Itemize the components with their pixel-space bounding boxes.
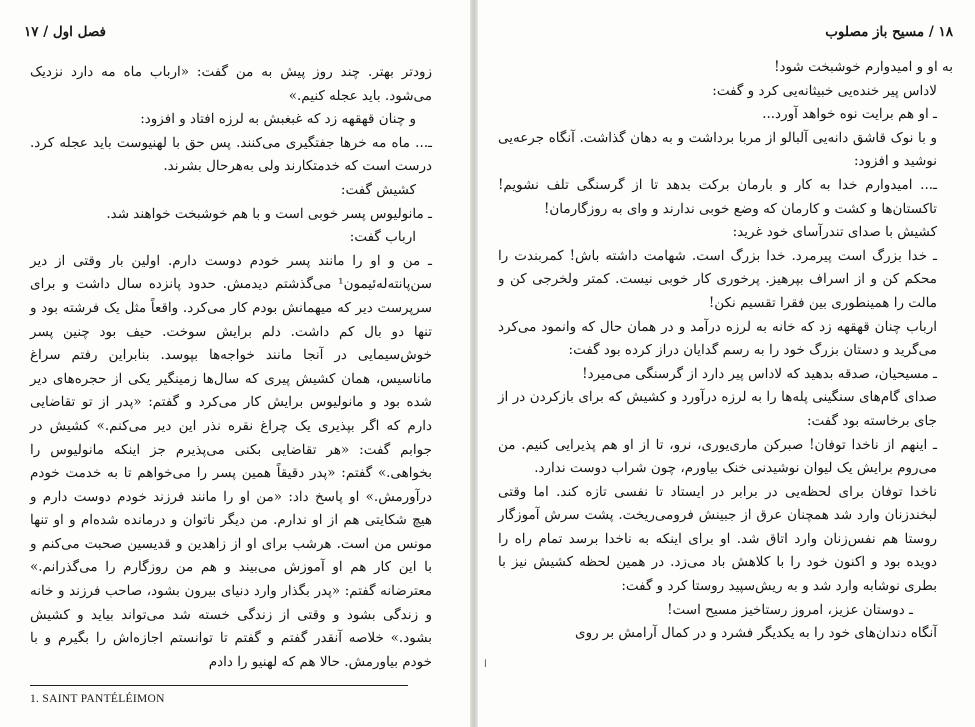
right-page [478,0,975,727]
paragraph: کشیش گفت: [340,181,416,198]
paragraph: آنگاه دندان‌های خود را به یکدیگر فشرد و در کمال آرامش بر روی [575,625,937,642]
paragraph: به او و امیدوارم خوشبخت شود! [774,59,953,75]
paragraph: ـ خدا بزرگ است پیرمرد. خدا بزرگ است. شهامت داشته باش! کمربندت را محکم کن و از اسراف بپرهیز. پرخوری کار خوبی نیست. کمتر ولخرجی کن و مالت را همینطوری بین فقرا تقسیم نکن! [498,247,937,311]
paragraph: ناخدا توفان برای لحظه‌یی در برابر در ایستاد تا نفسی تازه کند. اما وقتی لبخندزنان وارد شد همچنان عرق از جبینش فرومی‌ریخت. پشت سرش آموزگار روستا هم نفس‌زنان وارد اتاق شد. او برای اینکه به ناخدا برسد تمام راه را دویده بود و اکنون خود را با کلاهش باد می‌زد. در همین لحظه کشیش نیز با بطری نوشابه وارد شد و به ریش‌سپید روستا کرد و گفت: [498,483,937,595]
paragraph: ارباب چنان قهقهه زد که خانه به لرزه درآمد و در همان حال که وانمود می‌کرد می‌گرید و دستان بزرگ خود را به رسم گدایان دراز کرده بود گفت: [498,318,937,359]
paragraph: ارباب گفت: [349,229,416,246]
paragraph: ـ دوستان عزیز، امروز رستاخیز مسیح است! [667,601,913,618]
footnote: 1. SAINT PANTÉLÉIMON [30,693,165,705]
footnote-rule [30,685,408,686]
paragraph: و چنان قهقهه زد که غبغبش به لرزه افتاد و افزود: [140,111,416,128]
book-spine [470,0,478,727]
paragraph: صدای گام‌های سنگینی پله‌ها را به لرزه درآورد و کشیش که برای بازکردن در از جای برخاسته بود گفت: [498,389,937,429]
paragraph: ـ من و او را مانند پسر خودم دوست دارم. اولین بار وقتی از دیر سن‌پانته‌له‌ئیمون¹ می‌گذشتم دیدمش. حدود پانزده سال داشت و برای سرپرست دیر که میهمانش بودم کار می‌کرد. واقعاً مثل یک فرشته بود و تنها دو بال کم داشت. دلم برایش سوخت. حیف بود چنین پسر خوش‌سیمایی در آنجا مانند خواجه‌ها بپوسد. بنابراین رفتم سراغ ماناسیس، همان کشیش پیری که سال‌ها زمینگیر یکی از حجره‌های دیر شده بود و مانولیوس برایش کار می‌کرد و گفتم: «پدر از تو تقاضایی دارم که اگر بپذیری یک چراغ نقره نذر این دیر می‌کنم.» کشیش در جوابم گفت: «هر تقاضایی بکنی می‌پذیرم جز اینکه مانولیوس را بخواهی.» گفتم: «پدر دقیقاً همین پسر را می‌خواهم تا به خدمت خودم درآورمش.» او پاسخ داد: «من او را مانند فرزند خودم دوست دارم و هیچ شکایتی هم از او ندارم. من دیگر ناتوان و درمانده شده‌ام و او تنها مونس من است. هرشب برای او از زاهدین و قدیسین صحبت می‌کنم و با این کار هم او آموزش می‌بیند و هم من روزگارم را می‌گذرانم.» معترضانه گفتم: «پدر بگذار وارد دنیای بیرون بشود، صاحب فرزند و خانه و زندگی بشود و وقتی از زندگی خسته شد می‌تواند بیاید و کشیش بشود.» خلاصه آنقدر گفتم و گفتم تا توانستم اجازه‌اش را بگیرم و با خودم بیاورمش. حالا هم که لهنیو را دادم [30,252,432,670]
paragraph: ـ... ماه مه خرها جفتگیری می‌کنند. پس حق با لهنیوست باید عجله کرد. درست است که خدمتکارند ولی به‌هرحال بشرند. [30,134,432,175]
paragraph: زودتر بهتر. چند روز پیش به من گفت: «ارباب ماه مه دارد نزدیک می‌شود. باید عجله کنیم.» [30,64,432,104]
paragraph: کشیش با صدای تندرآسای خود غرید: [732,224,937,241]
paragraph: ـ اینهم از ناخدا توفان! صبرکن ماری‌یوری، نرو، تا از او هم پذیرایی کنیم. من می‌روم برایش یک لیوان نوشیدنی خنک بیاورم، چون شراب دوست ندارد. [498,436,937,477]
paragraph: ـ او هم برایت نوه خواهد آورد... [762,106,937,123]
paragraph: ـ مانولیوس پسر خوبی است و با هم خوشبخت خواهند شد. [106,205,432,222]
paragraph: ـ... امیدوارم خدا به کار و بارمان برکت بدهد تا از گرسنگی تلف نشویم! تاکستان‌ها و کشت و کارمان که وضع خوبی ندارند و وای به روزگارمان! [498,176,937,217]
left-page [0,0,470,727]
right-page-body [498,56,953,646]
running-head-left: فصل اول / ۱۷ [24,24,107,40]
margin-mark: ا [484,659,487,670]
paragraph: و با نوک قاشق دانه‌یی آلبالو از مربا برداشت و به دهان گذاشت. آنگاه جرعه‌یی نوشید و افزود: [498,129,937,170]
paragraph: ـ مسیحیان، صدقه بدهید که لاداس پیر دارد از گرسنگی می‌میرد! [582,365,937,382]
running-head-right: ۱۸ / مسیح باز مصلوب [825,24,953,40]
paragraph: لاداس پیر خنده‌یی خبیثانه‌یی کرد و گفت: [712,82,937,99]
left-page-body [30,61,432,674]
